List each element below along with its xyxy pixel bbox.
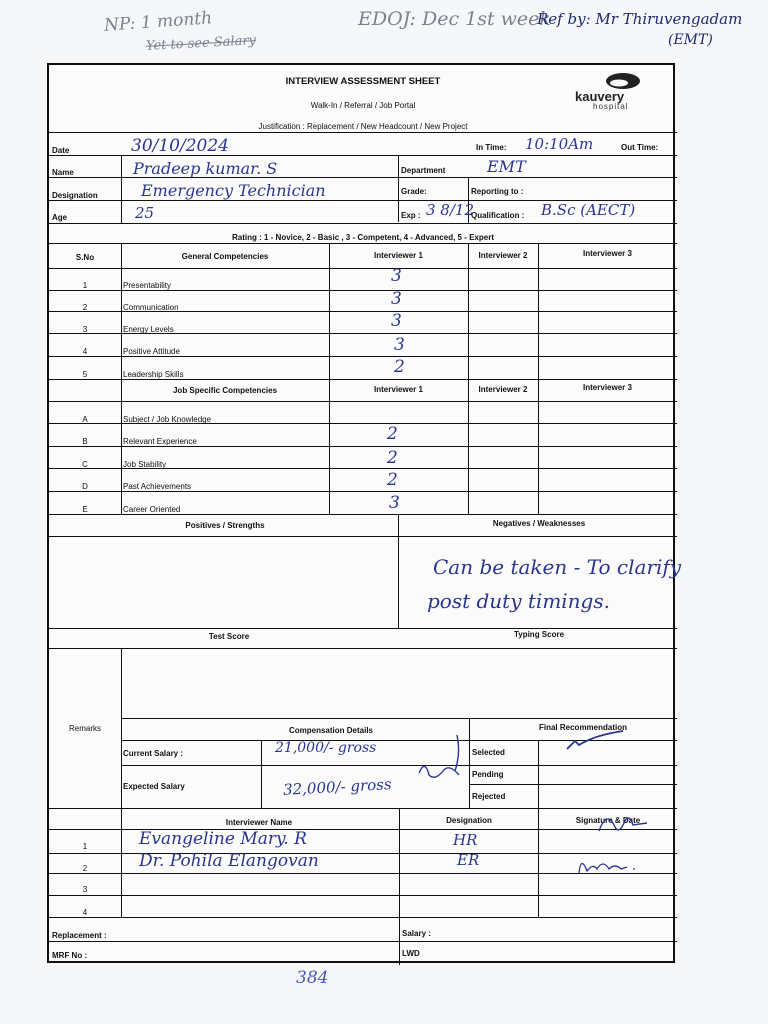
negatives-header: Negatives / Weaknesses (492, 519, 586, 528)
expected-salary-value: 32,000/- gross (282, 775, 392, 799)
job-row-sno: B (82, 437, 88, 446)
job-row-score: 2 (387, 424, 398, 444)
job-interviewer-1-header: Interviewer 1 (374, 385, 423, 394)
justification: Justification : Replacement / New Headcount / New Project (258, 122, 468, 131)
age-label: Age (52, 213, 68, 222)
salary-note: Yet to see Salary (145, 33, 257, 54)
sno-header: S.No (75, 253, 95, 262)
current-salary-value: 21,000/- gross (275, 740, 377, 756)
general-row-score: 3 (394, 335, 405, 355)
exp-value: 3 8/12 (426, 201, 474, 219)
grade-label: Grade: (401, 187, 427, 196)
lwd-label: LWD (402, 949, 420, 958)
negatives-note-line2: post duty timings. (427, 589, 610, 613)
date-label: Date (52, 146, 70, 155)
bottom-mark: 384 (296, 968, 329, 988)
interviewer-row-designation: HR (453, 831, 478, 849)
date-value: 30/10/2024 (131, 136, 229, 156)
general-row-sno: 1 (82, 281, 88, 290)
general-row-label: Leadership Skills (123, 370, 184, 379)
notice-period-note: NP: 1 month (103, 8, 213, 36)
kauvery-logo (571, 71, 641, 115)
general-row-sno: 3 (82, 325, 88, 334)
general-interviewer-2-header: Interviewer 2 (478, 251, 528, 260)
recommendation-selected: Selected (472, 748, 505, 757)
job-row-score: 2 (387, 470, 398, 490)
interviewer-row-no: 3 (82, 885, 88, 894)
ref-by-note: Ref by: Mr Thiruvengadam (537, 10, 743, 28)
general-row-sno: 4 (82, 347, 88, 356)
job-row-sno: A (82, 415, 88, 424)
in-time-value: 10:10Am (525, 135, 594, 153)
positives-header: Positives / Strengths (185, 521, 265, 530)
interviewer-row-designation: ER (457, 851, 480, 869)
job-specific-header: Job Specific Competencies (172, 386, 278, 395)
qualification-label: Qualification : (471, 211, 525, 220)
ref-by-dept-note: (EMT) (668, 32, 713, 48)
general-row-label: Communication (123, 303, 179, 312)
approval-signature-icon (415, 733, 475, 793)
general-interviewer-1-header: Interviewer 1 (374, 251, 423, 260)
job-interviewer-3-header: Interviewer 3 (583, 383, 632, 392)
interviewer-name-header: Interviewer Name (225, 818, 293, 827)
job-row-label: Past Achievements (123, 482, 192, 491)
in-time-label: In Time: (476, 143, 507, 152)
department-value: EMT (487, 157, 526, 176)
job-row-label: Career Oriented (123, 505, 181, 514)
job-row-sno: E (82, 505, 88, 514)
general-interviewer-3-header: Interviewer 3 (583, 249, 632, 258)
logo-sub: hospital (593, 102, 629, 111)
job-interviewer-2-header: Interviewer 2 (478, 385, 528, 394)
job-row-sno: D (82, 482, 88, 491)
assessment-sheet (47, 63, 682, 963)
negatives-note-line1: Can be taken - To clarify (433, 555, 682, 579)
designation-label: Designation (52, 191, 98, 200)
designation-header: Designation (446, 816, 492, 825)
interviewer-row-name: Dr. Pohila Elangovan (139, 851, 319, 871)
signature-header: Signature & Date (575, 816, 641, 825)
out-time-label: Out Time: (621, 143, 659, 152)
signature-1-icon (589, 805, 669, 835)
age-value: 25 (135, 204, 155, 222)
reporting-label: Reporting to : (471, 187, 524, 196)
interviewer-row-no: 4 (82, 908, 88, 917)
general-row-label: Presentability (123, 281, 172, 290)
rating-scale: Rating : 1 - Novice, 2 - Basic , 3 - Competent, 4 - Advanced, 5 - Expert (232, 233, 494, 242)
compensation-header: Compensation Details (288, 726, 373, 735)
replacement-label: Replacement : (52, 931, 107, 940)
department-label: Department (401, 166, 446, 175)
interviewer-row-no: 1 (82, 842, 88, 851)
sheet-title: INTERVIEW ASSESSMENT SHEET (285, 76, 441, 87)
designation-value: Emergency Technician (141, 181, 326, 200)
name-value: Pradeep kumar. S (133, 159, 278, 178)
salary-label: Salary : (402, 929, 431, 938)
edoj-note: EDOJ: Dec 1st week (358, 8, 551, 30)
general-row-sno: 5 (82, 370, 88, 379)
qualification-value: B.Sc (AECT) (541, 201, 636, 219)
recommendation-rejected: Rejected (472, 792, 506, 801)
mrf-label: MRF No : (52, 951, 88, 960)
job-row-label: Relevant Experience (123, 437, 197, 446)
recommendation-pending: Pending (472, 770, 504, 779)
interviewer-row-no: 2 (82, 864, 88, 873)
interviewer-row-name: Evangeline Mary. R (139, 829, 307, 849)
exp-label: Exp : (401, 211, 421, 220)
remarks-label: Remarks (69, 724, 102, 733)
current-salary-label: Current Salary : (123, 749, 184, 758)
final-recommendation-header: Final Recommendation (538, 723, 627, 732)
general-row-score: 3 (391, 266, 402, 286)
general-row-label: Energy Levels (123, 325, 174, 334)
source-options: Walk-In / Referral / Job Portal (310, 101, 416, 110)
typing-score-label: Typing Score (513, 630, 565, 639)
logo-name: kauvery (575, 89, 625, 104)
expected-salary-label: Expected Salary (123, 782, 185, 791)
selected-tick-icon (565, 729, 625, 755)
general-row-sno: 2 (82, 303, 88, 312)
general-row-score: 3 (391, 289, 402, 309)
general-row-score: 3 (391, 311, 402, 331)
test-score-label: Test Score (208, 632, 250, 641)
job-row-label: Subject / Job Knowledge (123, 415, 212, 424)
job-row-score: 3 (389, 493, 400, 513)
general-row-label: Positive Attitude (123, 347, 180, 356)
job-row-score: 2 (387, 448, 398, 468)
job-row-label: Job Stability (123, 460, 167, 469)
general-row-score: 2 (394, 357, 405, 377)
general-competencies-header: General Competencies (181, 252, 269, 261)
signature-2-icon (575, 849, 655, 879)
job-row-sno: C (82, 460, 88, 469)
name-label: Name (52, 168, 74, 177)
